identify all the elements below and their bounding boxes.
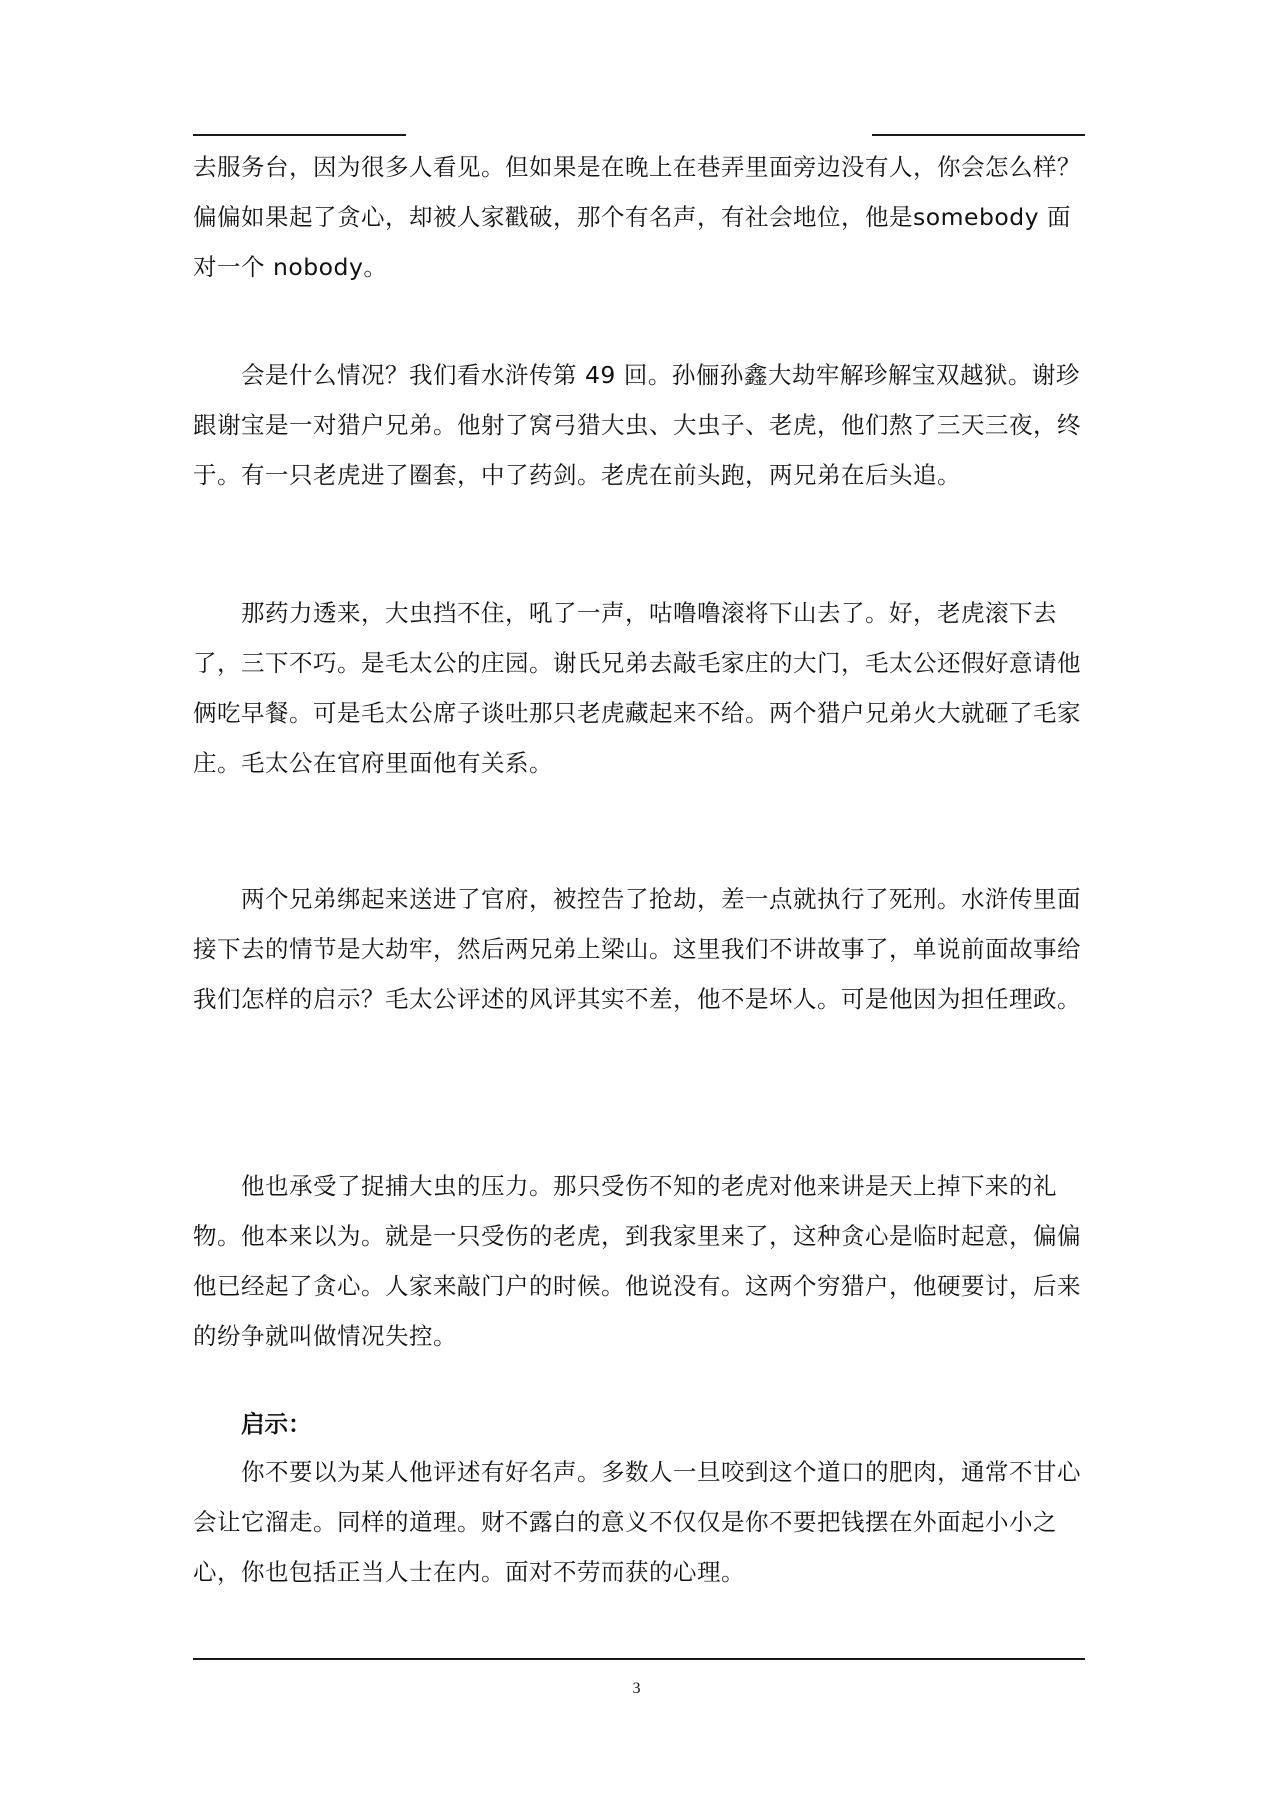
paragraph-final: 你不要以为某人他评述有好名声。多数人一旦咬到这个道口的肥肉，通常不甘心会让它溜走。同样的道理。财不露白的意义不仅仅是你不要把钱摆在外面起小小之心，你也包括正当人士在内。面对不劳而获的心理。 <box>193 1458 1081 1586</box>
paragraph-4: 两个兄弟绑起来送进了官府，被控告了抢劫，差一点就执行了死刑。水浒传里面接下去的情节是大劫牢，然后两兄弟上梁山。这里我们不讲故事了，单说前面故事给我们怎样的启示？毛太公评述的风评其实不差，他不是坏人。可是他因为担任理政。 <box>193 885 1081 1013</box>
header-rule-left <box>193 134 406 136</box>
footer-rule <box>193 1658 1085 1660</box>
paragraph-2: 会是什么情况？我们看水浒传第 49 回。孙俪孙鑫大劫牢解珍解宝双越狱。谢珍跟谢宝是一对猎户兄弟。他射了窝弓猎大虫、大虫子、老虎，他们熬了三天三夜，终于。有一只老虎进了圈套，中了药剑。老虎在前头跑，两兄弟在后头追。 <box>193 361 1081 489</box>
paragraph-5: 他也承受了捉捕大虫的压力。那只受伤不知的老虎对他来讲是天上掉下来的礼物。他本来以为。就是一只受伤的老虎，到我家里来了，这种贪心是临时起意，偏偏他已经起了贪心。人家来敲门户的时候。他说没有。这两个穷猎户，他硬要讨，后来的纷争就叫做情况失控。 <box>193 1172 1081 1350</box>
section-heading: 启示： <box>241 1410 312 1438</box>
paragraph-1: 去服务台，因为很多人看见。但如果是在晚上在巷弄里面旁边没有人，你会怎么样？偏偏如果起了贪心，却被人家戳破，那个有名声，有社会地位，他是somebody 面对一个 nobody。 <box>193 153 1081 281</box>
paragraph-3: 那药力透来，大虫挡不住，吼了一声，咕噜噜滚将下山去了。好，老虎滚下去了，三下不巧。是毛太公的庄园。谢氏兄弟去敲毛家庄的大门，毛太公还假好意请他俩吃早餐。可是毛太公席子谈吐那只老虎藏起来不给。两个猎户兄弟火大就砸了毛家庄。毛太公在官府里面他有关系。 <box>193 599 1081 777</box>
header-rule-right <box>872 134 1085 136</box>
page-number: 3 <box>632 1680 641 1697</box>
